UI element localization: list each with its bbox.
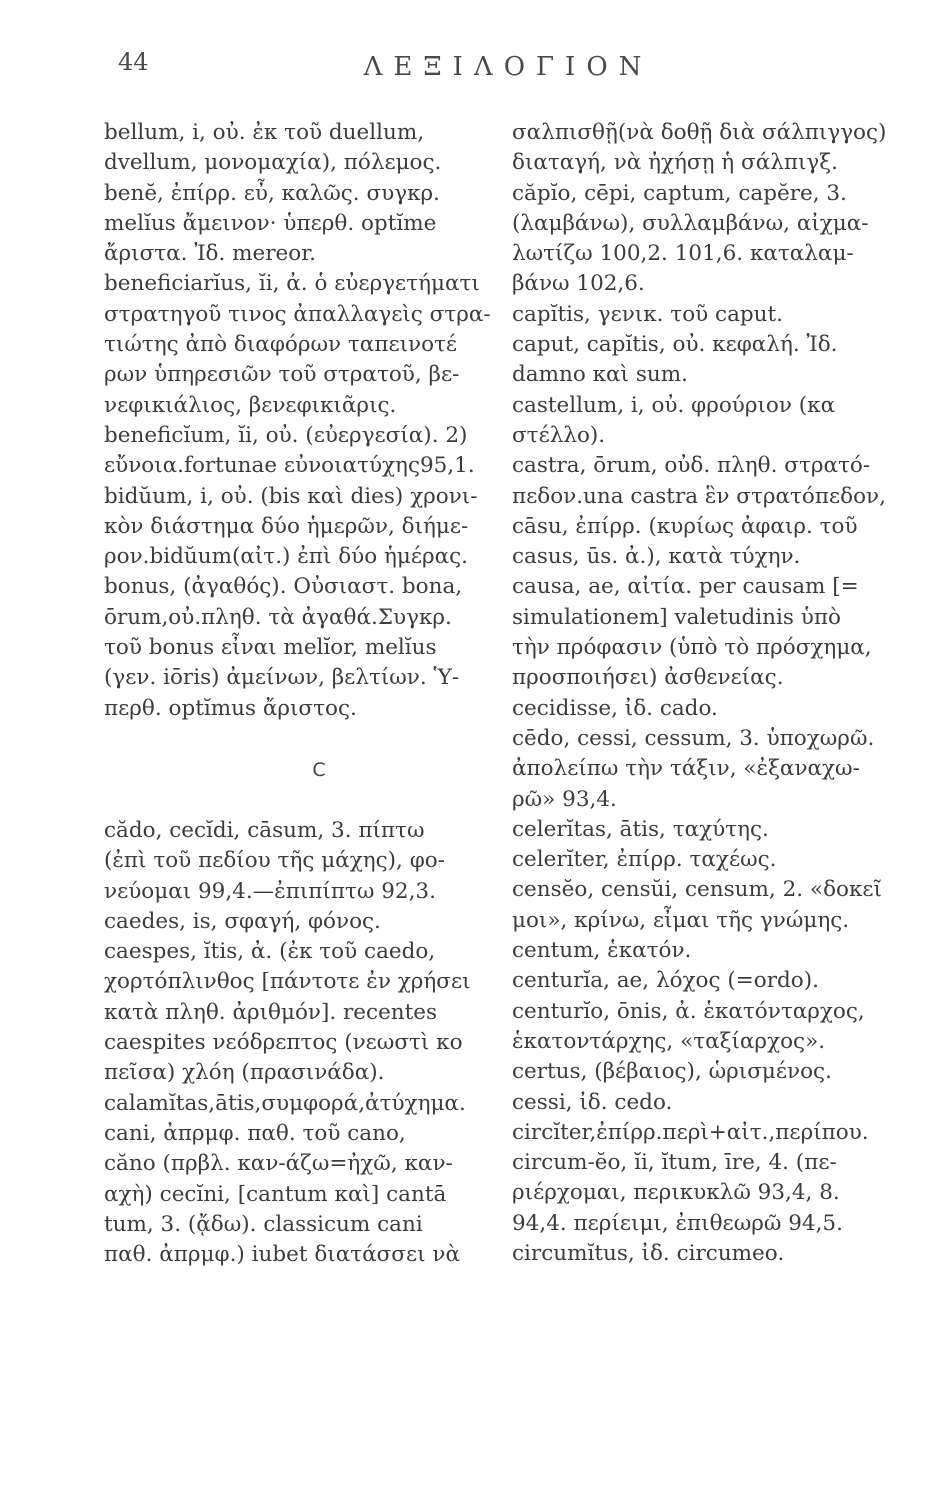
text-line: λωτίζω 100,2. 101,6. καταλαμ- <box>512 241 854 267</box>
text-line: centurĭo, ōnis, ἀ. ἑκατόνταρχος, <box>512 998 865 1024</box>
text-line: 94,4. περίειμι, ἐπιθεωρῶ 94,5. <box>512 1210 843 1236</box>
text-line: bellum, i, οὐ. ἐκ τοῦ duellum, <box>104 120 425 145</box>
text-line: circum-ĕo, ĭi, ĭtum, īre, 4. (πε- <box>512 1150 837 1176</box>
text-line: cēdo, cessi, cessum, 3. ὑποχωρῶ. <box>512 725 875 751</box>
text-line: (ἐπὶ τοῦ πεδίου τῆς μάχης), φο- <box>104 848 445 874</box>
text-line: πεῖσα) χλόη (πρασινάδα). <box>104 1060 385 1086</box>
text-line: calamĭtas,ātis,συμφορά,ἀτύχημα. <box>104 1090 466 1116</box>
text-line: caespites νεόδρεπτος (νεωστὶ κο <box>104 1030 463 1056</box>
text-line: εὔνοια.fortunae εὐνοιατύχης95,1. <box>104 453 475 479</box>
running-head: ΛΕΞΙΛΟΓΙΟΝ <box>363 52 653 82</box>
text-line: κὸν διάστημα δύο ἡμερῶν, διήμε- <box>104 513 469 539</box>
text-line: χορτόπλινθος [πάντοτε ἐν χρήσει <box>104 969 471 995</box>
text-line: μοι», κρίνω, εἶμαι τῆς γνώμης. <box>512 907 850 933</box>
text-line: centurĭa, ae, λόχος (=ordo). <box>512 968 819 994</box>
text-line: căno (πρβλ. καν-άζω=ἠχῶ, καν- <box>104 1151 453 1177</box>
text-line: διαταγή, νὰ ἠχήσῃ ἡ σάλπιγξ. <box>512 150 838 176</box>
text-line: πεδον.una castra ἓν στρατόπεδον, <box>512 483 886 509</box>
text-line: ριέρχομαι, περικυκλῶ 93,4, 8. <box>512 1180 840 1206</box>
text-line: (λαμβάνω), συλλαμβάνω, αἰχμα- <box>512 210 869 236</box>
right-column <box>512 118 932 1269</box>
text-line: σαλπισθῇ(νὰ δοθῇ διὰ σάλπιγγος) <box>512 120 887 145</box>
text-line: νεύομαι 99,4.—ἐπιπίπτω 92,3. <box>104 878 436 904</box>
text-line: στρατηγοῦ τινος ἀπαλλαγεὶς στρα- <box>104 301 491 327</box>
text-line: castra, ōrum, οὐδ. πληθ. στρατό- <box>512 453 871 479</box>
text-line: νεφικιάλιος, βενεφικιᾶρις. <box>104 392 397 418</box>
text-line: στέλλο). <box>512 422 606 448</box>
text-line: ρον.bidŭum(αἰτ.) ἐπὶ δύο ἡμέρας. <box>104 544 469 570</box>
entries-block-b <box>104 816 514 1270</box>
text-line: κατὰ πληθ. ἀριθμόν]. recentes <box>104 999 438 1025</box>
text-line: ρῶ» 93,4. <box>512 786 617 812</box>
text-line: cessi, ἰδ. cedo. <box>512 1089 673 1115</box>
text-line: caedes, is, σφαγή, φόνος. <box>104 908 381 934</box>
text-line: ρων ὑπηρεσιῶν τοῦ στρατοῦ, βε- <box>104 362 460 388</box>
text-line: caput, capĭtis, οὐ. κεφαλή. Ἰδ. <box>512 332 838 358</box>
text-line: τοῦ bonus εἶναι melĭor, melĭus <box>104 635 437 661</box>
text-line: beneficiarĭus, ĭi, ἀ. ὁ εὐεργετήματι <box>104 271 480 297</box>
text-line: celerĭter, ἐπίρρ. ταχέως. <box>512 847 777 873</box>
text-line: τὴν πρόφασιν (ὑπὸ τὸ πρόσχημα, <box>512 635 872 661</box>
text-line: αχὴ) cecĭni, [cantum καὶ] cantā <box>104 1181 447 1207</box>
text-line: caespes, ĭtis, ἀ. (ἐκ τοῦ caedo, <box>104 939 436 965</box>
text-line: ἑκατοντάρχης, «ταξίαρχος». <box>512 1028 826 1054</box>
entries-block-a <box>104 118 514 724</box>
section-letter: C <box>312 758 326 781</box>
text-line: melĭus ἄμεινον· ὑπερθ. optĭme <box>104 210 437 236</box>
text-line: (γεν. iōris) ἀμείνων, βελτίων. Ὑ- <box>104 665 460 691</box>
text-line: benĕ, ἐπίρρ. εὖ, καλῶς. συγκρ. <box>104 180 440 206</box>
text-line: dvellum, μονομαχία), πόλεμος. <box>104 150 442 176</box>
text-line: cecidisse, ἰδ. cado. <box>512 695 718 721</box>
text-line: τιώτης ἀπὸ διαφόρων ταπεινοτέ <box>104 332 458 358</box>
text-line: circumĭtus, ἰδ. circumeo. <box>512 1240 785 1266</box>
left-column <box>104 118 514 1270</box>
text-line: celerĭtas, ātis, ταχύτης. <box>512 816 769 842</box>
text-line: căpĭo, cēpi, captum, capĕre, 3. <box>512 180 847 206</box>
text-line: casus, ūs. ἀ.), κατὰ τύχην. <box>512 544 801 570</box>
text-line: censĕo, censŭi, censum, 2. «δοκεῖ <box>512 877 882 903</box>
text-line: περθ. optĭmus ἄριστος. <box>104 695 357 721</box>
text-line: causa, ae, αἰτία. per causam [= <box>512 574 859 600</box>
text-line: bonus, (ἀγαθός). Οὐσιαστ. bona, <box>104 574 463 600</box>
text-line: circĭter,ἐπίρρ.περὶ+αἰτ.,περίπου. <box>512 1119 869 1145</box>
text-line: παθ. ἀπρμφ.) iubet διατάσσει νὰ <box>104 1242 460 1268</box>
text-line: capĭtis, γενικ. τοῦ caput. <box>512 301 783 327</box>
text-line: simulationem] valetudinis ὑπὸ <box>512 604 841 630</box>
text-line: ōrum,οὐ.πληθ. τὰ ἀγαθά.Συγκρ. <box>104 604 452 630</box>
text-line: tum, 3. (ᾄδω). classicum cani <box>104 1211 423 1237</box>
text-line: προσποιήσει) ἀσθενείας. <box>512 665 784 691</box>
text-line: bidŭum, i, οὐ. (bis καὶ dies) χρονι- <box>104 483 478 509</box>
text-line: ἄριστα. Ἰδ. mereor. <box>104 241 316 267</box>
text-line: beneficĭum, ĭi, οὐ. (εὐεργεσία). 2) <box>104 422 468 448</box>
text-line: cădo, cecĭdi, cāsum, 3. πίπτω <box>104 817 425 843</box>
text-line: castellum, i, οὐ. φρούριον (κα <box>512 392 836 418</box>
page-number: 44 <box>118 48 149 76</box>
text-line: cāsu, ἐπίρρ. (κυρίως ἀφαιρ. τοῦ <box>512 513 858 539</box>
text-line: certus, (βέβαιος), ὡρισμένος. <box>512 1059 832 1085</box>
text-line: βάνω 102,6. <box>512 271 645 297</box>
text-line: ἀπολείπω τὴν τάξιν, «ἐξαναχω- <box>512 756 860 782</box>
text-line: damno καὶ sum. <box>512 362 688 388</box>
text-line: cani, ἀπρμφ. παθ. τοῦ cano, <box>104 1120 406 1146</box>
text-line: centum, ἑκατόν. <box>512 938 692 964</box>
